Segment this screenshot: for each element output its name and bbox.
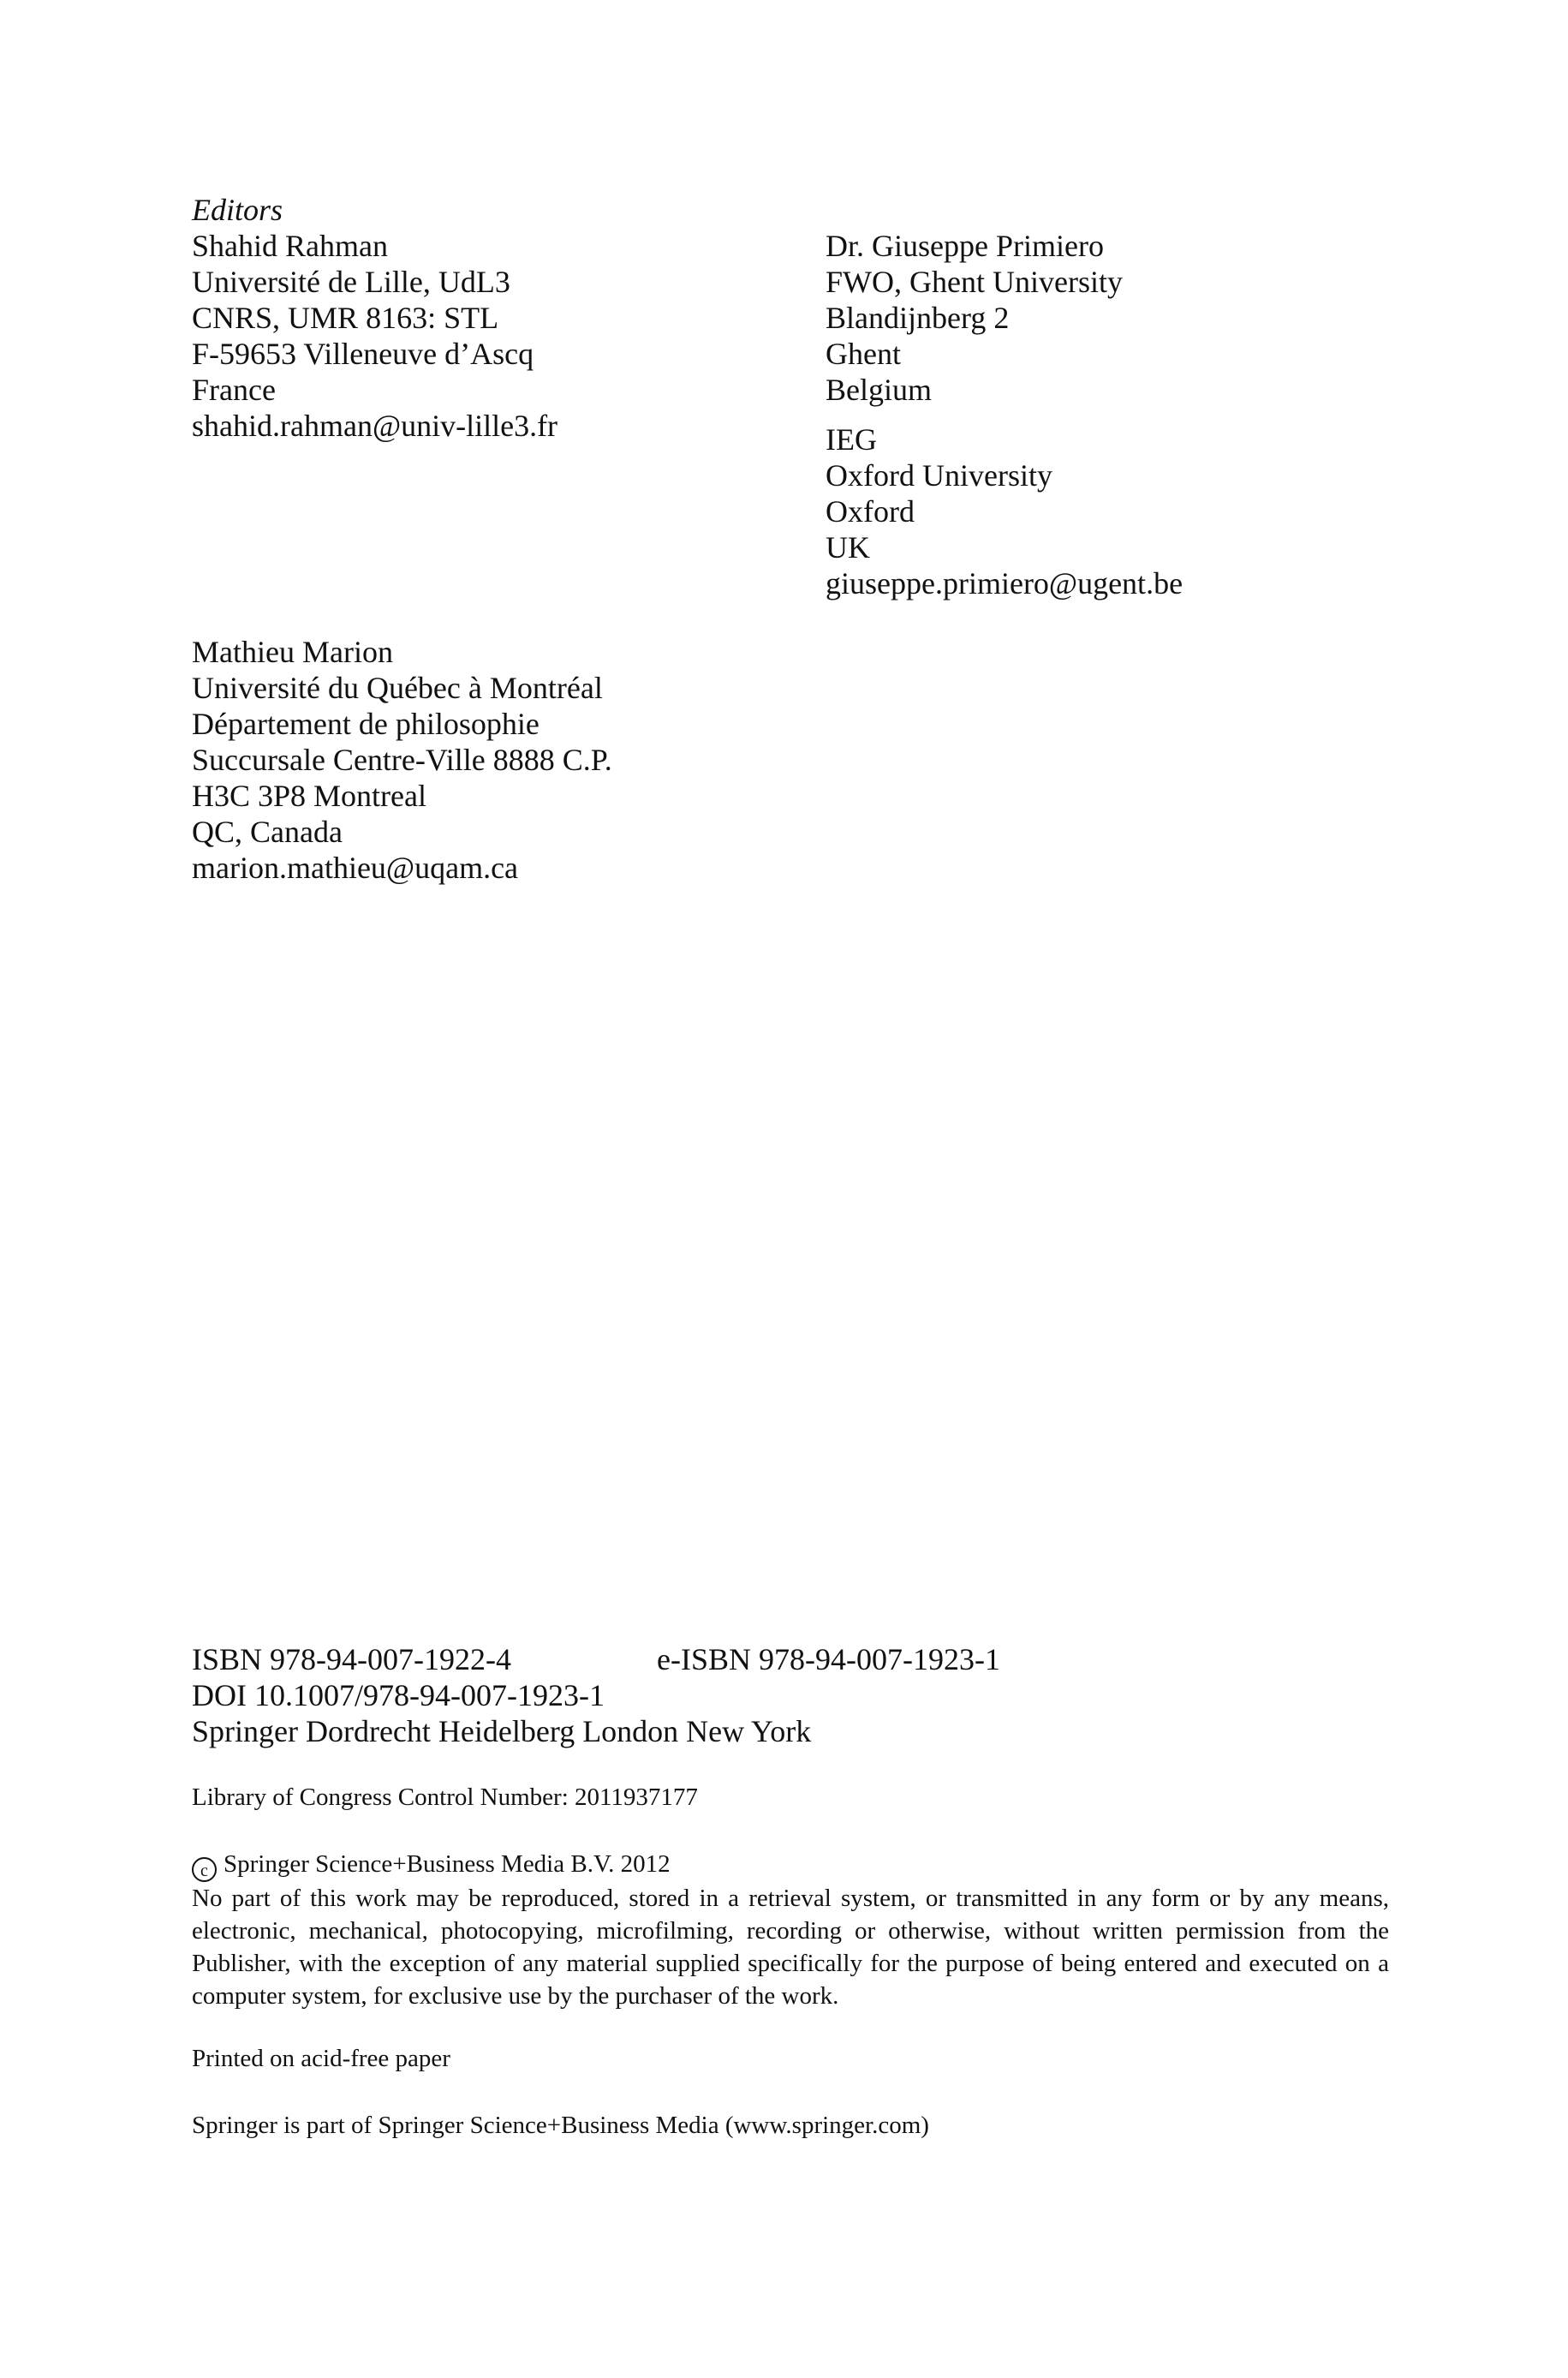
editor3-block bbox=[192, 634, 877, 886]
editor1-unit: CNRS, UMR 8163: STL bbox=[192, 301, 499, 335]
paper-note: Printed on acid-free paper bbox=[192, 2045, 450, 2072]
editor2-block bbox=[826, 228, 1476, 601]
e-isbn: e-ISBN 978-94-007-1923-1 bbox=[657, 1642, 1000, 1676]
copyright-block bbox=[192, 1848, 1389, 2012]
isbn: ISBN 978-94-007-1922-4 bbox=[192, 1642, 511, 1676]
copyright-holder: Springer Science+Business Media B.V. 2012 bbox=[224, 1850, 671, 1878]
editor3-country: QC, Canada bbox=[192, 815, 343, 849]
editor3-department: Département de philosophie bbox=[192, 707, 540, 741]
editors-block-left bbox=[192, 192, 791, 444]
editor3-university: Université du Québec à Montréal bbox=[192, 671, 603, 705]
isbn-block bbox=[192, 1641, 1391, 1749]
editor2-second-institute: IEG bbox=[826, 422, 877, 457]
editor2-second-city: Oxford bbox=[826, 494, 915, 529]
editor1-name: Shahid Rahman bbox=[192, 229, 388, 263]
publisher-places: Springer Dordrecht Heidelberg London New York bbox=[192, 1714, 812, 1748]
editor1-country: France bbox=[192, 373, 276, 407]
copyright-line bbox=[192, 1848, 1389, 1882]
copyright-icon: c bbox=[192, 1857, 217, 1882]
editor2-second-university: Oxford University bbox=[826, 458, 1052, 493]
editors-heading: Editors bbox=[192, 193, 283, 227]
editor3-postal: Succursale Centre-Ville 8888 C.P. bbox=[192, 743, 612, 777]
springer-note: Springer is part of Springer Science+Business Media (www.springer.com) bbox=[192, 2112, 929, 2139]
editor2-email: giuseppe.primiero@ugent.be bbox=[826, 566, 1183, 600]
editor2-city: Ghent bbox=[826, 337, 901, 371]
rights-statement: No part of this work may be reproduced, stored in a retrieval system, or transmitted in any form or by any means, electronic, mechanical, photocopying, microfilming, recording or otherwise, without written permission from the Publisher, with the exception of any material supplied specifically for the purpose of being entered and executed on a computer system, for exclusive use by the purchaser of the work. bbox=[192, 1885, 1389, 2010]
editor3-city: H3C 3P8 Montreal bbox=[192, 779, 426, 813]
editor3-name: Mathieu Marion bbox=[192, 635, 393, 669]
loc-control-number: Library of Congress Control Number: 2011937177 bbox=[192, 1784, 698, 1811]
editor2-country: Belgium bbox=[826, 373, 932, 407]
editor2-name: Dr. Giuseppe Primiero bbox=[826, 229, 1104, 263]
editor2-second-country: UK bbox=[826, 530, 870, 565]
editor2-street: Blandijnberg 2 bbox=[826, 301, 1010, 335]
doi: DOI 10.1007/978-94-007-1923-1 bbox=[192, 1678, 605, 1712]
editor1-email: shahid.rahman@univ-lille3.fr bbox=[192, 409, 558, 443]
editor1-city: F-59653 Villeneuve d’Ascq bbox=[192, 337, 534, 371]
editor1-affiliation: Université de Lille, UdL3 bbox=[192, 265, 510, 299]
editor3-email: marion.mathieu@uqam.ca bbox=[192, 851, 519, 885]
editor2-affiliation: FWO, Ghent University bbox=[826, 265, 1123, 299]
